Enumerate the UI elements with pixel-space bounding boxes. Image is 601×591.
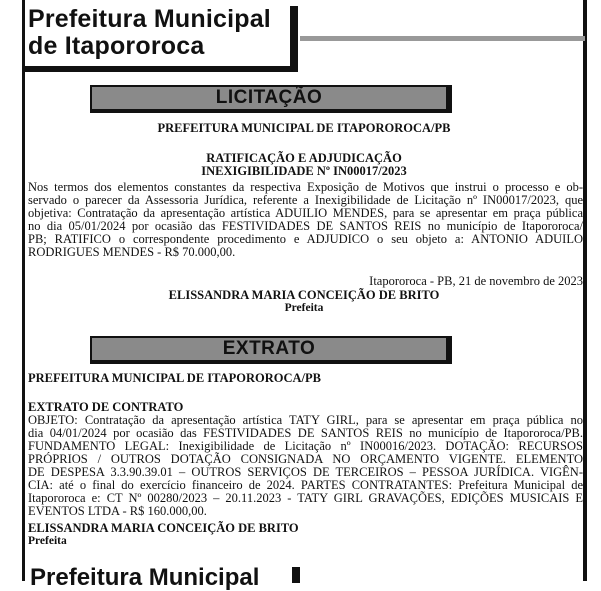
licitacao-signer-role: Prefeita	[284, 302, 324, 314]
extrato-doc-title: EXTRATO DE CONTRATO	[28, 400, 184, 414]
next-masthead-title: Prefeitura Municipal	[30, 564, 260, 591]
masthead-horizontal-bar	[25, 66, 298, 72]
licitacao-body	[28, 181, 583, 259]
licitacao-body-line: no dia 05/01/2024 por ocasião das FESTIVIDADES DE SANTOS REIS no município de Itapororoca/	[28, 219, 583, 233]
licitacao-doc-title: RATIFICAÇÃO E ADJUDICAÇÃO	[206, 151, 402, 165]
masthead-gray-rule	[300, 36, 585, 41]
masthead-vertical-bar	[290, 6, 298, 72]
extrato-body-line: PRÓPRIOS / OUTROS DOTAÇÃO CONSIGNADA NO ORÇAMENTO VIGENTE. ELEMENTO	[28, 452, 583, 466]
extrato-body	[28, 414, 583, 518]
licitacao-doc-number: INEXIGIBILIDADE Nº IN00017/2023	[201, 164, 407, 178]
extrato-signer-name: ELISSANDRA MARIA CONCEIÇÃO DE BRITO	[28, 521, 299, 535]
extrato-body-line: OBJETO: Contratação da apresentação artística TATY GIRL, para se apresentar em praça pública no	[28, 413, 583, 427]
section-header-extrato: EXTRATO	[90, 336, 452, 364]
licitacao-place-date: Itapororoca - PB, 21 de novembro de 2023	[369, 274, 583, 288]
licitacao-org: PREFEITURA MUNICIPAL DE ITAPOROROCA/PB	[157, 121, 451, 135]
licitacao-body-line: objetiva: Contratação da apresentação artística ADUILIO MENDES, para se apresentar em praça pública	[28, 206, 583, 220]
extrato-body-line: dia 04/01/2024 por ocasião das FESTIVIDADES DE SANTOS REIS no município de Itapororoca/PB.	[28, 426, 583, 440]
masthead-line-1: Prefeitura Municipal	[28, 5, 271, 33]
extrato-body-line: Itapororoca e: CT Nº 00280/2023 – 20.11.2023 - TATY GIRL GRAVAÇÕES, EDIÇÕES MUSICAIS E	[28, 491, 583, 505]
extrato-body-line: DE DESPESA 3.3.90.39.01 – OUTROS SERVIÇOS DE TERCEIROS – PESSOA JURÍDICA. VIGÊN-	[28, 465, 583, 479]
licitacao-body-line: Nos termos dos elementos constantes da respectiva Exposição de Motivos que instrui o processo e ob-	[28, 180, 583, 194]
licitacao-body-line: RODRIGUES MENDES - R$ 70.000,00.	[28, 245, 236, 259]
licitacao-signer-name: ELISSANDRA MARIA CONCEIÇÃO DE BRITO	[168, 288, 440, 302]
section-header-licitacao: LICITAÇÃO	[90, 85, 452, 113]
extrato-org: PREFEITURA MUNICIPAL DE ITAPOROROCA/PB	[28, 371, 321, 385]
extrato-body-line: EVENTOS LTDA - R$ 160.000,00.	[28, 504, 207, 518]
page-border-right	[583, 0, 587, 581]
extrato-body-line: FUNDAMENTO LEGAL: Inexigibilidade de Licitação nº IN00016/2023. DOTAÇÃO: RECURSOS	[28, 439, 583, 453]
masthead-title	[28, 6, 290, 60]
masthead-line-2: de Itapororoca	[28, 32, 205, 60]
extrato-signer-role: Prefeita	[28, 535, 67, 547]
extrato-body-line: CIA: até o final do exercício financeiro de 2024. PARTES CONTRATANTES: Prefeitura Municipal de	[28, 478, 583, 492]
licitacao-body-line: PB; RATIFICO o correspondente procedimento e ADJUDICO o seu objeto a: ANTONIO ADUILO	[28, 232, 583, 246]
licitacao-body-line: servado o parecer da Assessoria Jurídica, referente a Inexigibilidade de Licitação nº IN00017/2023, que	[28, 193, 583, 207]
